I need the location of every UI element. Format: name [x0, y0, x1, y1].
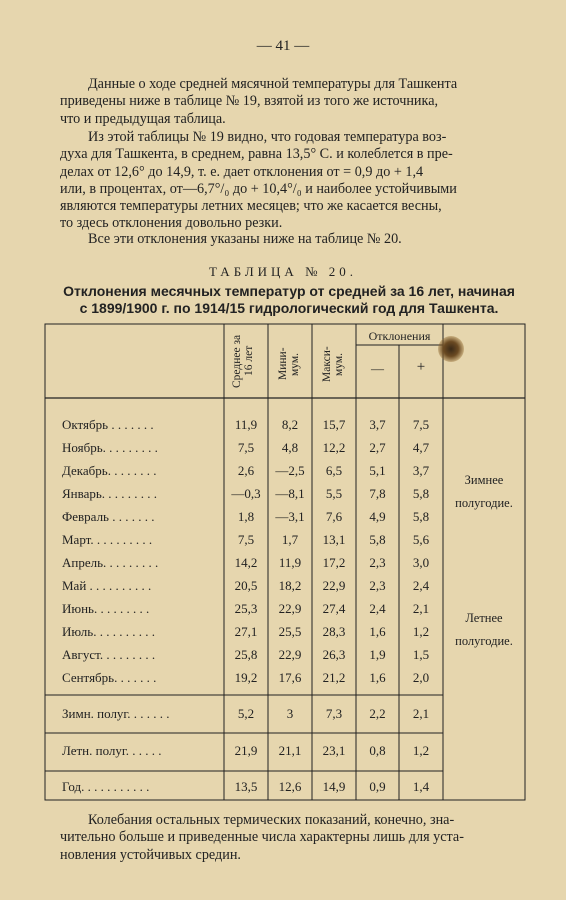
cell-mean: 20,5	[234, 578, 258, 593]
header-minus: —	[371, 361, 384, 376]
cell-minus: 4,9	[369, 509, 386, 524]
table-heading-line: Отклонения месячных температур от средней за 16 лет, начиная	[63, 283, 515, 299]
cell-mean: 1,8	[237, 509, 255, 524]
cell-max: 22,9	[322, 578, 346, 593]
cell-plus: 2,1	[412, 601, 430, 616]
note-line: Летнее	[465, 611, 503, 625]
cell-mean: 7,5	[237, 532, 255, 547]
cell-mean: 25,8	[234, 647, 258, 662]
note-line: полугодие.	[455, 634, 513, 648]
row-label: Год. . . . . . . . . . .	[62, 779, 150, 794]
paragraph-line: что и предыдущая таблица.	[60, 110, 226, 127]
paragraph-line: Из этой таблицы № 19 видно, что годовая температура воз-	[88, 129, 447, 145]
cell-max: 6,5	[325, 463, 343, 478]
paragraph-line: Колебания остальных термических показаний, конечно, зна-	[88, 812, 455, 828]
deviation-table	[44, 323, 526, 803]
row-label: Октябрь . . . . . . .	[62, 417, 154, 432]
paragraph-line: являются температуры летних месяцев; что же касается весны,	[60, 198, 442, 215]
cell-plus: 3,0	[412, 555, 430, 570]
cell-min: —2,5	[275, 463, 305, 478]
row-label: Сентябрь. . . . . . .	[62, 670, 157, 685]
cell-plus: 1,4	[412, 779, 430, 794]
cell-mean: 27,1	[234, 624, 258, 639]
ink-stain	[438, 336, 464, 362]
closing-paragraph	[60, 812, 532, 864]
row-label: Февраль . . . . . . .	[62, 509, 155, 524]
cell-mean: 11,9	[234, 417, 258, 432]
row-label: Декабрь. . . . . . . .	[62, 463, 157, 478]
cell-minus: 1,9	[369, 647, 386, 662]
cell-min: 25,5	[278, 624, 302, 639]
cell-max: 26,3	[322, 647, 346, 662]
paragraph-line: Данные о ходе средней мясячной температуры для Ташкента	[88, 76, 458, 92]
row-label: Август. . . . . . . . .	[62, 647, 156, 662]
header-mean: Среднее за 16 лет	[231, 334, 255, 388]
cell-max: 7,3	[325, 706, 343, 721]
paragraph-3	[60, 231, 532, 248]
paragraph-1	[60, 76, 532, 128]
cell-plus: 1,2	[412, 624, 430, 639]
paragraph-line: чительно больше и приведенные числа характерны лишь для уста-	[60, 829, 464, 846]
cell-minus: 1,6	[369, 670, 386, 685]
cell-plus: 4,7	[412, 440, 430, 455]
cell-mean: —0,3	[231, 486, 261, 501]
row-label: Март. . . . . . . . . .	[62, 532, 153, 547]
cell-plus: 1,5	[412, 647, 430, 662]
header-deviations: Отклонения	[368, 329, 431, 343]
cell-max: 5,5	[325, 486, 343, 501]
cell-plus: 7,5	[412, 417, 430, 432]
paragraph-line: делах от 12,6° до 14,9, т. е. дает отклонения от = 0,9 до + 1,4	[60, 163, 424, 180]
cell-mean: 21,9	[234, 743, 258, 758]
cell-mean: 7,5	[237, 440, 255, 455]
row-label: Летн. полуг. . . . . .	[62, 743, 162, 758]
paragraph-line: духа для Ташкента, в среднем, равна 13,5° С. и колеблется в пре-	[60, 146, 453, 163]
cell-mean: 5,2	[237, 706, 255, 721]
cell-min: 17,6	[278, 670, 302, 685]
cell-minus: 7,8	[369, 486, 386, 501]
cell-minus: 2,4	[369, 601, 386, 616]
cell-minus: 2,3	[369, 578, 386, 593]
cell-max: 12,2	[322, 440, 346, 455]
cell-minus: 1,6	[369, 624, 386, 639]
cell-max: 15,7	[322, 417, 346, 432]
cell-min: 22,9	[278, 601, 302, 616]
paragraph-line: приведены ниже в таблице № 19, взятой из того же источника,	[60, 93, 439, 110]
cell-plus: 2,4	[412, 578, 430, 593]
cell-min: 21,1	[278, 743, 302, 758]
cell-max: 7,6	[325, 509, 343, 524]
cell-minus: 5,1	[369, 463, 386, 478]
cell-plus: 1,2	[412, 743, 430, 758]
row-label: Май . . . . . . . . . .	[62, 578, 152, 593]
cell-max: 17,2	[322, 555, 346, 570]
cell-mean: 25,3	[234, 601, 258, 616]
table-caption: ТАБЛИЦА № 20.	[209, 264, 357, 279]
note-line: Зимнее	[464, 473, 504, 487]
cell-min: 8,2	[281, 417, 299, 432]
cell-minus: 2,3	[369, 555, 386, 570]
cell-max: 28,3	[322, 624, 346, 639]
table-heading	[44, 283, 534, 317]
cell-plus: 3,7	[412, 463, 430, 478]
cell-min: 4,8	[281, 440, 299, 455]
table-heading-line: с 1899/1900 г. по 1914/15 гидрологический год для Ташкента.	[79, 300, 499, 316]
cell-min: 11,9	[278, 555, 302, 570]
cell-mean: 2,6	[237, 463, 255, 478]
header-max: Макси- мум.	[321, 346, 345, 382]
cell-min: —3,1	[275, 509, 305, 524]
summer-note	[444, 611, 524, 649]
cell-max: 14,9	[322, 779, 346, 794]
row-label: Зимн. полуг. . . . . . .	[62, 706, 170, 721]
row-label: Июль. . . . . . . . . .	[62, 624, 155, 639]
cell-plus: 5,8	[412, 509, 430, 524]
cell-max: 27,4	[322, 601, 346, 616]
cell-plus: 5,8	[412, 486, 430, 501]
cell-minus: 3,7	[369, 417, 386, 432]
cell-minus: 2,7	[369, 440, 386, 455]
row-label: Июнь. . . . . . . . .	[62, 601, 150, 616]
cell-min: 22,9	[278, 647, 302, 662]
header-plus: +	[416, 359, 426, 375]
cell-min: 18,2	[278, 578, 302, 593]
paragraph-line: новления устойчивых средин.	[60, 846, 241, 863]
cell-min: 3	[286, 706, 294, 721]
cell-minus: 0,9	[369, 779, 386, 794]
cell-plus: 2,1	[412, 706, 430, 721]
cell-minus: 2,2	[369, 706, 386, 721]
paragraph-line: Все эти отклонения указаны ниже на таблице № 20.	[88, 231, 402, 247]
cell-max: 21,2	[322, 670, 346, 685]
cell-mean: 19,2	[234, 670, 258, 685]
paragraph-line: или, в процентах, от—6,7°/₀ до + 10,4°/₀ и наиболее устойчивыми	[60, 180, 457, 197]
cell-min: 12,6	[278, 779, 302, 794]
row-label: Апрель. . . . . . . . .	[62, 555, 159, 570]
paragraph-2	[60, 129, 532, 233]
cell-minus: 5,8	[369, 532, 386, 547]
cell-plus: 5,6	[412, 532, 430, 547]
cell-mean: 13,5	[234, 779, 258, 794]
cell-min: 1,7	[281, 532, 299, 547]
page-number: — 41 —	[256, 38, 310, 54]
row-label: Январь. . . . . . . . .	[62, 486, 158, 501]
row-label: Ноябрь. . . . . . . . .	[62, 440, 158, 455]
cell-min: —8,1	[275, 486, 305, 501]
cell-max: 13,1	[322, 532, 346, 547]
cell-mean: 14,2	[234, 555, 258, 570]
cell-plus: 2,0	[412, 670, 430, 685]
cell-minus: 0,8	[369, 743, 386, 758]
cell-max: 23,1	[322, 743, 346, 758]
note-line: полугодие.	[455, 496, 513, 510]
winter-note	[444, 473, 524, 511]
paragraph-line: то здесь отклонения довольно резки.	[60, 215, 283, 232]
header-min: Мини- мум.	[277, 347, 301, 381]
